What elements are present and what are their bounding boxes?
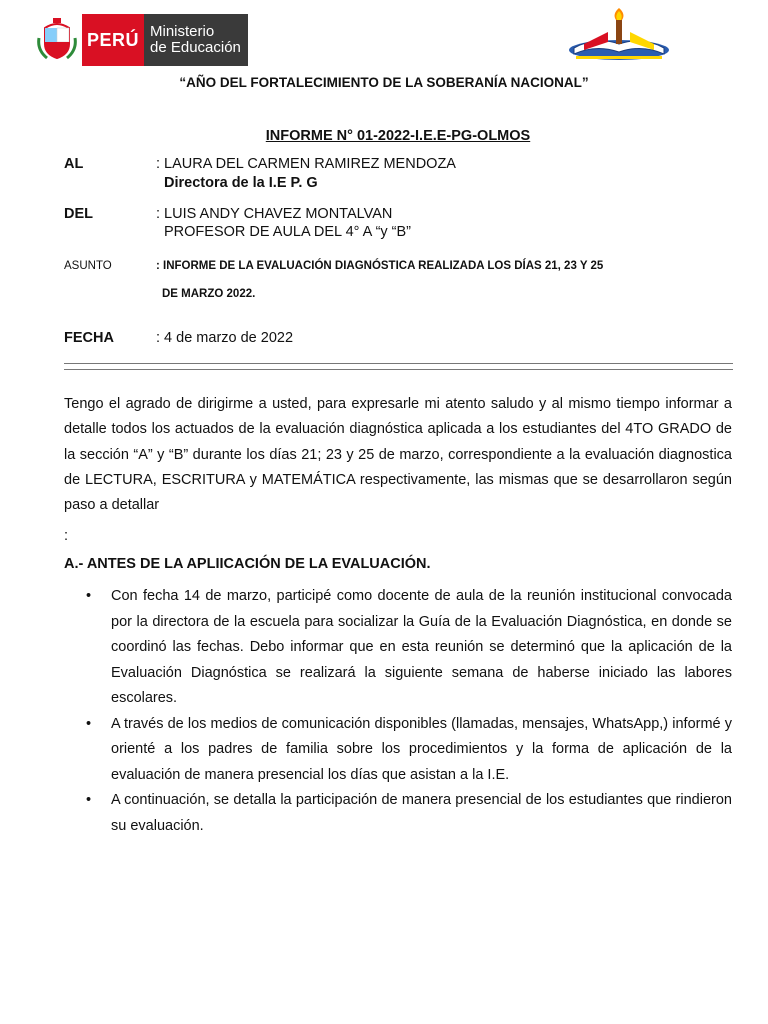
list-item-text: Con fecha 14 de marzo, participé como docente de aula de la reunión institucional convocada por la directora de la escuela para socializar la Guía de la Evaluación Diagnóstica, en donde se coordinó las fechas. Debo informar que en esta reunión se determinó que la aplicación de la Evaluación Diagnóstica se realizará la siguiente semana de haberse iniciado las labores escolares. <box>111 588 732 706</box>
al-value: : LAURA DEL CARMEN RAMIREZ MENDOZA <box>156 156 456 172</box>
ministry-line-1: Ministerio <box>150 23 215 40</box>
peru-label-box <box>82 14 144 66</box>
intro-paragraph: Tengo el agrado de dirigirme a usted, para expresarle mi atento saludo y al mismo tiempo informar a detalle todos los actuados de la evaluación diagnóstica aplicada a los estudiantes del 4TO GRADO de la sección “A” y “B” durante los días 21; 23 y 25 de marzo, correspondiente a la evaluación diagnostica de LECTURA, ESCRITURA y MATEMÁTICA respectivamente, las mismas que se desarrollaron según paso a detallar <box>64 396 732 514</box>
year-motto: “AÑO DEL FORTALECIMIENTO DE LA SOBERANÍA NACIONAL” <box>179 75 589 90</box>
colon-line: : <box>64 528 69 544</box>
ministry-header-logo <box>32 14 248 66</box>
list-item-text: A continuación, se detalla la participación de manera presencial de los estudiantes que rindieron su evaluación. <box>111 792 732 834</box>
asunto-label: ASUNTO <box>64 260 112 272</box>
del-label: DEL <box>64 206 93 222</box>
list-item <box>64 584 732 712</box>
al-role: Directora de la I.E P. G <box>164 175 318 191</box>
bullet-dot-icon: • <box>86 715 92 732</box>
asunto-value-line2: DE MARZO 2022. <box>162 288 256 300</box>
report-title: INFORME N° 01-2022-I.E.E-PG-OLMOS <box>265 128 531 144</box>
bullet-dot-icon: • <box>86 588 92 604</box>
del-role: PROFESOR DE AULA DEL 4° A “y “B” <box>164 224 412 240</box>
peru-label: PERÚ <box>86 29 139 50</box>
school-torch-book-icon <box>566 8 672 64</box>
list-item-text: A través de los medios de comunicación disponibles (llamadas, mensajes, WhatsApp,) informé y orienté a los padres de familia sobre los procedimientos y la forma de aplicación de la evaluación de manera presencial los días que asistan a la I.E. <box>111 715 732 783</box>
fecha-value: : 4 de marzo de 2022 <box>156 330 294 346</box>
list-item <box>64 712 732 789</box>
ministry-label-box <box>144 14 248 66</box>
fecha-label: FECHA <box>64 330 114 346</box>
bullet-dot-icon: • <box>86 792 92 808</box>
peru-shield-icon <box>32 14 82 66</box>
al-label: AL <box>64 156 84 172</box>
ministry-line-2: de Educación <box>150 39 241 56</box>
section-a-heading: A.- ANTES DE LA APLIICACIÓN DE LA EVALUACIÓN. <box>64 556 431 572</box>
asunto-value-line1: : INFORME DE LA EVALUACIÓN DIAGNÓSTICA REALIZADA LOS DÍAS 21, 23 Y 25 <box>156 260 604 272</box>
del-value: : LUIS ANDY CHAVEZ MONTALVAN <box>156 206 393 222</box>
section-a-bullet-list <box>64 584 732 839</box>
double-divider <box>64 363 733 370</box>
list-item <box>64 788 732 839</box>
